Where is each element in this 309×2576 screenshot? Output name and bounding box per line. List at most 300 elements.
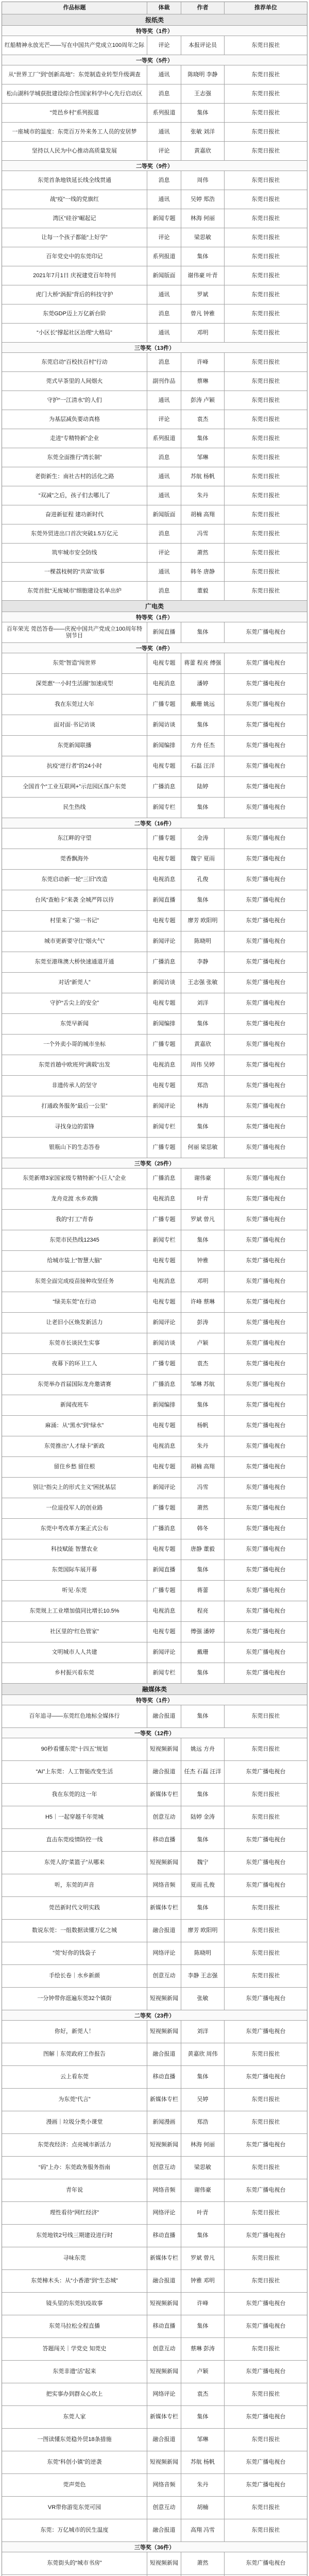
cell-author-text: 蔡琳 彭涛 xyxy=(190,2346,215,2352)
cell-author-text: 叶青 xyxy=(197,1196,209,1202)
cell-author-text: 潘婷 xyxy=(197,681,209,687)
cell-title-text: 东莞GDP迈上万亿新台阶 xyxy=(43,310,106,317)
award-row xyxy=(2,622,307,643)
cell-title-text: 乡村振兴看东莞 xyxy=(55,1670,94,1676)
cell-title xyxy=(2,209,147,228)
cell-title-text: 坚持以人民为中心推动高质量发展 xyxy=(32,147,117,154)
cell-genre-text: 新闻专栏 xyxy=(152,1670,176,1676)
cell-unit xyxy=(225,2225,307,2247)
award-row xyxy=(2,2111,307,2134)
cell-genre xyxy=(147,1117,181,1137)
cell-unit-text: 东莞日报社 xyxy=(251,147,280,154)
cell-genre-text: 新媒体专栏 xyxy=(150,1791,178,1798)
cell-genre xyxy=(147,2111,181,2133)
cell-genre-text: 电视消息 xyxy=(152,1196,176,1202)
cell-unit-text: 东莞广播电视台 xyxy=(246,1422,286,1429)
cell-title-text: 面对面·书记访谈 xyxy=(54,722,95,728)
cell-unit-text: 东莞广播电视台 xyxy=(246,979,286,986)
cell-author-text: 集体 xyxy=(197,435,209,442)
cell-title-text: 走进“专精特新”企业 xyxy=(49,435,99,442)
cell-title-text: 为东莞“代言” xyxy=(58,2096,91,2103)
cell-unit xyxy=(225,1784,307,1806)
cell-genre xyxy=(147,777,181,797)
cell-unit xyxy=(225,1138,307,1158)
cell-unit-text: 东莞广播电视台 xyxy=(246,1021,286,1027)
cell-unit xyxy=(225,582,307,600)
cell-title xyxy=(2,1897,147,1919)
cell-author xyxy=(181,36,225,55)
cell-author-text: 陈晓明 xyxy=(194,938,211,944)
cell-title-text: 红船精神永放光芒——写在中国共产党成立100周年之际 xyxy=(4,42,145,48)
cell-author-text: 石磊 汪洋 xyxy=(190,763,215,769)
cell-title xyxy=(2,2202,147,2224)
cell-title xyxy=(2,890,147,910)
cell-unit-text: 东莞日报社 xyxy=(251,492,280,499)
cell-title xyxy=(2,544,147,562)
column-header-title-text: 作品标题 xyxy=(63,5,86,11)
cell-unit-text: 东莞广播电视台 xyxy=(246,1402,286,1408)
award-list-body xyxy=(2,14,307,2576)
cell-genre-text: 移动直播 xyxy=(152,2074,176,2080)
cell-author-text: 冯雪 xyxy=(197,1484,209,1490)
cell-unit-text: 东莞广播电视台 xyxy=(246,742,286,749)
category-header: 融媒体类 xyxy=(2,1684,307,1695)
cell-title xyxy=(2,429,147,448)
cell-title xyxy=(2,1395,147,1415)
cell-author-text: 彭涛 xyxy=(197,1319,209,1326)
cell-title-text: 守护“一江清水”的人们 xyxy=(47,397,102,403)
cell-genre-text: 创意互动 xyxy=(152,2346,176,2352)
cell-title-text: 东莞人的“菜篮子”从哪来 xyxy=(44,1859,105,1866)
cell-genre xyxy=(147,1581,181,1601)
cell-genre-text: 新闻版面 xyxy=(152,511,176,518)
cell-unit xyxy=(225,563,307,581)
cell-unit xyxy=(225,266,307,285)
cell-unit-text: 东莞广播电视台 xyxy=(246,1144,286,1150)
cell-title xyxy=(2,2179,147,2201)
award-row xyxy=(2,2270,307,2293)
cell-genre xyxy=(147,410,181,429)
cell-unit-text: 东莞日报社 xyxy=(251,215,280,222)
cell-title xyxy=(2,1230,147,1250)
cell-genre xyxy=(147,324,181,342)
cell-unit-text: 东莞广播电视台 xyxy=(246,1629,286,1635)
cell-unit xyxy=(225,2361,307,2383)
cell-title xyxy=(2,467,147,486)
cell-genre-text: 电视专题 xyxy=(152,1000,176,1006)
cell-title xyxy=(2,1333,147,1353)
cell-unit-text: 东莞广播电视台 xyxy=(246,1175,286,1181)
cell-genre-text: 电视专题 xyxy=(152,1546,176,1552)
award-level-header: 二等奖（9件） xyxy=(2,161,307,171)
cell-author xyxy=(181,2202,225,2224)
award-row xyxy=(2,1581,307,1601)
cell-genre xyxy=(147,890,181,910)
cell-author-text: 孔俊 xyxy=(197,876,209,883)
cell-genre-text: 新闻直播 xyxy=(152,897,176,903)
cell-unit xyxy=(225,65,307,84)
cell-unit-text: 东莞广播电视台 xyxy=(246,2074,286,2080)
award-row xyxy=(2,1498,307,1519)
cell-unit-text: 东莞广播电视台 xyxy=(246,918,286,924)
cell-unit-text: 东莞日报社 xyxy=(251,2278,280,2284)
cell-author xyxy=(181,1272,225,1292)
cell-unit xyxy=(225,171,307,190)
award-row xyxy=(2,952,307,973)
cell-unit-text: 东莞广播电视台 xyxy=(246,1608,286,1614)
cell-author xyxy=(181,1806,225,1828)
cell-unit xyxy=(225,353,307,371)
cell-title-text: 我在东莞的这一年 xyxy=(52,1791,97,1798)
cell-title-text: 一分钟带你逛遍东莞32个镇街 xyxy=(37,1995,112,2002)
cell-genre-text: 新媒体专栏 xyxy=(150,2414,178,2420)
cell-title xyxy=(2,410,147,429)
cell-unit-text: 东莞广播电视台 xyxy=(246,1258,286,1264)
cell-genre xyxy=(147,694,181,715)
cell-author-text: 方舟 任杰 xyxy=(190,742,215,749)
cell-unit xyxy=(225,1897,307,1919)
cell-genre xyxy=(147,2519,181,2541)
cell-author-text: 集体 xyxy=(197,1837,209,1843)
award-row xyxy=(2,544,307,563)
cell-genre xyxy=(147,1189,181,1209)
cell-genre xyxy=(147,1313,181,1333)
cell-genre-text: 广播消息 xyxy=(152,1381,176,1387)
cell-genre xyxy=(147,247,181,266)
cell-author xyxy=(181,123,225,141)
cell-title-text: 漫画｜垃圾分类小课堂 xyxy=(46,2119,103,2125)
cell-unit xyxy=(225,1478,307,1498)
cell-genre-text: 消息 xyxy=(158,454,170,461)
cell-genre-text: 融合报道 xyxy=(152,1927,176,1934)
cell-author-text: 苏航 杨帆 xyxy=(190,473,215,480)
cell-author-text: 黄嘉欣 xyxy=(194,147,211,154)
cell-author-text: 集体 xyxy=(197,253,209,260)
cell-title-text: “码”上办：东莞政务服务指南 xyxy=(38,2164,111,2171)
cell-author-text: 林海 何丽 xyxy=(190,215,215,222)
cell-unit xyxy=(225,2089,307,2111)
cell-genre-text: 网络音频 xyxy=(152,2187,176,2193)
cell-author-text: 刘洋 xyxy=(197,2028,209,2035)
cell-title-text: 虎门大桥“涡振”背后的科技守护 xyxy=(36,291,113,298)
cell-genre xyxy=(147,372,181,391)
cell-author-text: 集体 xyxy=(197,629,209,635)
cell-author xyxy=(181,486,225,505)
cell-genre xyxy=(147,2338,181,2360)
cell-author xyxy=(181,1705,225,1727)
cell-genre xyxy=(147,467,181,486)
cell-author-text: 谢伟豪 xyxy=(194,2187,211,2193)
award-row xyxy=(2,1663,307,1684)
cell-author xyxy=(181,1138,225,1158)
cell-author xyxy=(181,1965,225,1987)
cell-unit xyxy=(225,1014,307,1034)
cell-author xyxy=(181,2225,225,2247)
cell-unit xyxy=(225,1806,307,1828)
cell-genre xyxy=(147,2043,181,2065)
cell-unit xyxy=(225,1416,307,1436)
cell-genre xyxy=(147,36,181,55)
cell-genre-text: 电视专题 xyxy=(152,1422,176,1429)
cell-genre-text: 电视消息 xyxy=(152,681,176,687)
cell-author-text: 邓明 xyxy=(197,1278,209,1284)
cell-title-text: 一位退役军人的创业路 xyxy=(46,1505,103,1511)
cell-title xyxy=(2,1806,147,1828)
cell-author xyxy=(181,2293,225,2315)
cell-title xyxy=(2,1457,147,1477)
cell-unit-text: 东莞日报社 xyxy=(251,397,280,403)
cell-genre-text: 网络音频 xyxy=(152,1882,176,1888)
cell-author-text: 集体 xyxy=(197,1237,209,1243)
cell-author-text: 周伟 xyxy=(197,177,209,183)
award-row xyxy=(2,190,307,209)
cell-author-text: 董毅 xyxy=(197,587,209,594)
cell-genre xyxy=(147,505,181,524)
cell-genre xyxy=(147,849,181,869)
cell-title-text: 东莞新增3家国家级专精特新“小巨人”企业 xyxy=(23,1175,126,1181)
cell-genre xyxy=(147,1852,181,1874)
cell-author xyxy=(181,1498,225,1518)
cell-genre-text: 通讯 xyxy=(158,492,170,499)
cell-genre xyxy=(147,798,181,818)
cell-genre-text: 电视消息 xyxy=(152,1278,176,1284)
cell-unit-text: 东莞广播电视台 xyxy=(246,681,286,687)
cell-genre-text: 融合报道 xyxy=(152,2527,176,2533)
cell-author-text: 胡楠 高翔 xyxy=(190,511,215,518)
cell-genre xyxy=(147,2089,181,2111)
cell-genre xyxy=(147,2247,181,2269)
cell-unit-text: 东莞广播电视台 xyxy=(246,2187,286,2193)
cell-unit-text: 东莞日报社 xyxy=(251,587,280,594)
cell-author-text: 集体 xyxy=(197,1905,209,1911)
cell-author-text: 蒋蕾 程亮 傅强 xyxy=(184,660,221,666)
cell-genre-text: 广播消息 xyxy=(152,784,176,790)
cell-author xyxy=(181,353,225,371)
cell-author xyxy=(181,1897,225,1919)
cell-title-text: 奋进新征程 建功新时代 xyxy=(45,511,104,518)
award-level-header: 特等奖（1件） xyxy=(2,1695,307,1705)
cell-unit-text: 东莞日报社 xyxy=(251,234,280,241)
cell-title xyxy=(2,1738,147,1760)
cell-genre xyxy=(147,1829,181,1851)
cell-title xyxy=(2,171,147,190)
cell-title xyxy=(2,36,147,55)
cell-title-text: 你好，新莞人！ xyxy=(55,2028,94,2035)
cell-unit-text: 东莞日报社 xyxy=(251,90,280,97)
cell-genre xyxy=(147,1035,181,1055)
cell-unit xyxy=(225,1272,307,1292)
cell-title xyxy=(2,1622,147,1642)
cell-title xyxy=(2,828,147,849)
cell-title xyxy=(2,391,147,410)
cell-title xyxy=(2,653,147,673)
cell-genre-text: 电视专题 xyxy=(152,856,176,862)
cell-author xyxy=(181,2406,225,2428)
cell-unit xyxy=(225,653,307,673)
award-row xyxy=(2,2247,307,2270)
category-section xyxy=(2,601,307,1684)
cell-title-text: 为基层减负要动真格 xyxy=(49,416,100,422)
cell-genre-text: 短视频新闻 xyxy=(150,2028,178,2035)
cell-title xyxy=(2,1375,147,1395)
award-row xyxy=(2,104,307,123)
cell-unit xyxy=(225,1601,307,1621)
award-row xyxy=(2,1014,307,1035)
cell-title-text: 云上看东莞 xyxy=(60,2074,89,2080)
cell-unit-text: 东莞广播电视台 xyxy=(246,2300,286,2307)
cell-title-text: 给城市装上“智慧大脑” xyxy=(47,1258,102,1264)
column-header-row xyxy=(2,2,307,14)
cell-author-text: 集体 xyxy=(197,1713,209,1719)
cell-author xyxy=(181,2134,225,2156)
cell-unit xyxy=(225,1581,307,1601)
cell-title xyxy=(2,582,147,600)
cell-genre xyxy=(147,1874,181,1896)
cell-genre-text: 短视频新闻 xyxy=(150,2368,178,2375)
cell-author xyxy=(181,849,225,869)
cell-genre xyxy=(147,2225,181,2247)
award-row xyxy=(2,1313,307,1333)
award-row xyxy=(2,1333,307,1354)
cell-unit-text: 东莞广播电视台 xyxy=(246,1649,286,1655)
cell-unit xyxy=(225,1519,307,1539)
cell-genre xyxy=(147,2157,181,2179)
cell-author xyxy=(181,1395,225,1415)
cell-genre-text: 移动直播 xyxy=(152,1837,176,1843)
cell-genre-text: 新媒体专栏 xyxy=(150,1905,178,1911)
cell-genre xyxy=(147,486,181,505)
cell-title-text: 东莞地铁2号线三期建设进行时 xyxy=(36,2232,113,2239)
cell-title-text: 东莞中考改革方案正式公布 xyxy=(40,1526,109,1532)
cell-unit xyxy=(225,228,307,247)
cell-unit xyxy=(225,2429,307,2451)
cell-author-text: 袁杰 xyxy=(197,2391,209,2397)
cell-unit-text: 东莞广播电视台 xyxy=(246,2368,286,2375)
cell-genre xyxy=(147,1920,181,1942)
award-row xyxy=(2,777,307,798)
cell-genre-text: 系列报道 xyxy=(152,109,176,116)
cell-title-text: 科技赋能 智慧农业 xyxy=(50,1546,98,1552)
cell-title-text: 夜幕下的环卫工人 xyxy=(52,1361,97,1367)
cell-unit-text: 东莞广播电视台 xyxy=(246,629,286,635)
cell-title-text: 一图读懂东莞稳外贸18条措施 xyxy=(37,2436,112,2443)
column-header-author xyxy=(181,2,225,14)
award-row xyxy=(2,1251,307,1272)
award-row xyxy=(2,1705,307,1728)
cell-title xyxy=(2,1560,147,1580)
cell-genre-text: 新闻编排 xyxy=(152,1402,176,1408)
cell-unit xyxy=(225,2519,307,2541)
cell-unit-text: 东莞广播电视台 xyxy=(246,2142,286,2148)
cell-author-text: 王志强 xyxy=(194,90,211,97)
cell-genre xyxy=(147,1333,181,1353)
cell-title xyxy=(2,2519,147,2541)
award-row xyxy=(2,1965,307,1988)
cell-genre-text: 消息 xyxy=(158,90,170,97)
cell-title-text: 东莞新闻联播 xyxy=(57,742,92,749)
cell-genre xyxy=(147,582,181,600)
cell-unit-text: 东莞广播电视台 xyxy=(246,2028,286,2035)
award-row xyxy=(2,1035,307,1055)
cell-title xyxy=(2,1313,147,1333)
award-row xyxy=(2,142,307,161)
cell-title-text: 莞香飘海外 xyxy=(60,856,89,862)
cell-genre xyxy=(147,1560,181,1580)
cell-author-text: 本报评论员 xyxy=(188,42,217,48)
cell-genre-text: 评论 xyxy=(158,549,170,556)
cell-unit xyxy=(225,2451,307,2473)
award-row xyxy=(2,1560,307,1581)
cell-genre-text: 电视消息 xyxy=(152,1608,176,1614)
cell-author-text: 集体 xyxy=(197,1567,209,1573)
cell-genre-text: 广播专题 xyxy=(152,1587,176,1594)
cell-author xyxy=(181,736,225,756)
cell-unit xyxy=(225,123,307,141)
cell-title xyxy=(2,1705,147,1727)
cell-unit-text: 东莞日报社 xyxy=(251,1950,280,1956)
cell-unit xyxy=(225,736,307,756)
cell-author xyxy=(181,777,225,797)
cell-author xyxy=(181,1874,225,1896)
cell-genre-text: 电视专题 xyxy=(152,660,176,666)
cell-title-text: 东江畔的守望 xyxy=(57,835,92,841)
cell-unit-text: 东莞日报社 xyxy=(251,1905,280,1911)
cell-genre-text: 短视频新闻 xyxy=(150,2560,178,2566)
cell-author xyxy=(181,2429,225,2451)
cell-title-text: 打通政务服务“最后一公里” xyxy=(41,1103,108,1109)
cell-author-text: 朱丹 xyxy=(197,492,209,499)
cell-title xyxy=(2,2383,147,2405)
cell-author xyxy=(181,1560,225,1580)
award-row xyxy=(2,2451,307,2474)
cell-unit xyxy=(225,247,307,266)
cell-unit xyxy=(225,1705,307,1727)
cell-title-text: 东莞市民热线12345 xyxy=(49,1237,99,1243)
cell-unit-text: 东莞广播电视台 xyxy=(246,1464,286,1470)
cell-genre-text: 新闻评论 xyxy=(152,1484,176,1490)
cell-title xyxy=(2,1210,147,1230)
cell-genre xyxy=(147,304,181,323)
cell-title xyxy=(2,2293,147,2315)
award-row xyxy=(2,2406,307,2429)
cell-unit xyxy=(225,2552,307,2574)
cell-genre xyxy=(147,931,181,952)
cell-author xyxy=(181,1313,225,1333)
cell-unit xyxy=(225,715,307,735)
cell-genre-text: 新闻评论 xyxy=(152,1649,176,1655)
cell-author xyxy=(181,2383,225,2405)
cell-title-text: 东莞启动“百校扶百村”行动 xyxy=(41,359,108,365)
award-row xyxy=(2,2293,307,2315)
cell-author-text: 邹琳 xyxy=(197,2436,209,2443)
cell-unit xyxy=(225,410,307,429)
cell-title-text: 守护“舌尖上的安全” xyxy=(49,1000,99,1006)
cell-title-text: 百年党史中的东莞印记 xyxy=(46,253,103,260)
cell-genre-text: 消息 xyxy=(158,310,170,317)
award-row xyxy=(2,756,307,777)
award-row xyxy=(2,1096,307,1117)
award-row xyxy=(2,890,307,911)
cell-title xyxy=(2,563,147,581)
cell-title xyxy=(2,2451,147,2473)
cell-title xyxy=(2,1942,147,1964)
cell-title xyxy=(2,2066,147,2088)
award-row xyxy=(2,247,307,266)
cell-genre xyxy=(147,2406,181,2428)
cell-unit-text: 东莞日报社 xyxy=(251,2391,280,2397)
cell-genre xyxy=(147,1988,181,2010)
cell-title xyxy=(2,123,147,141)
